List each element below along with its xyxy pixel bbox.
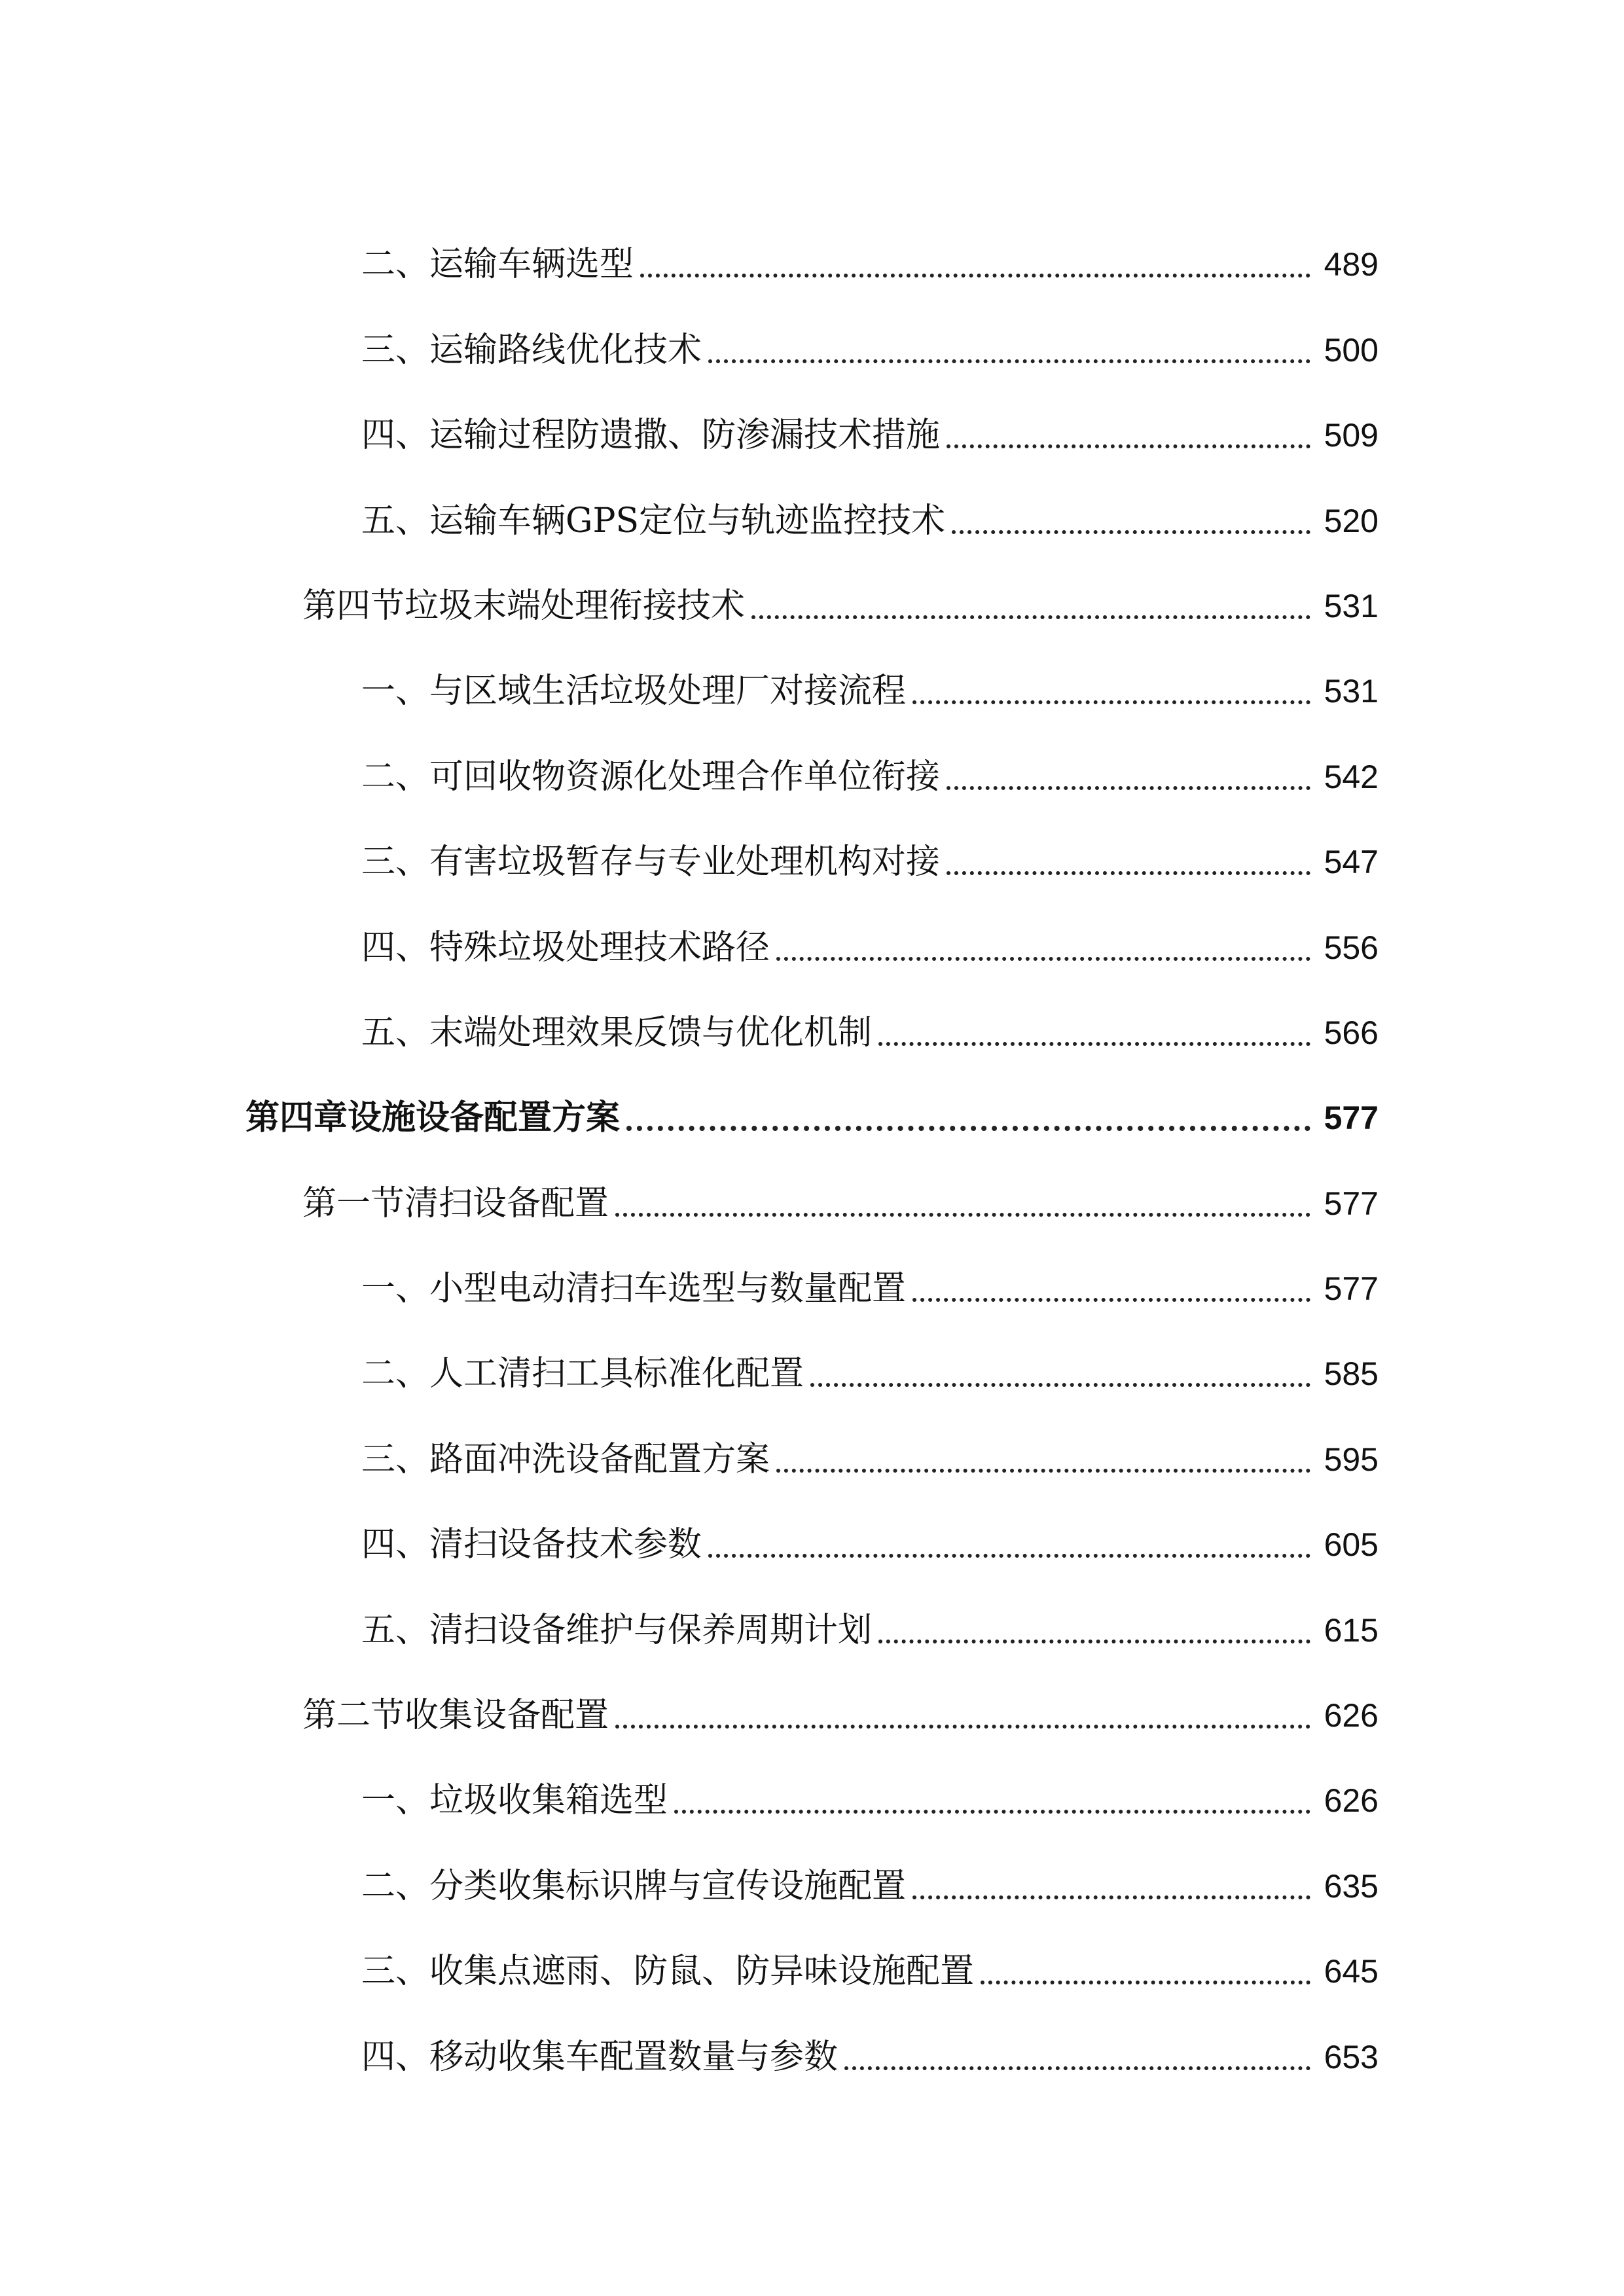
toc-entry-item[interactable] [0, 2003, 1624, 2088]
toc-entry-page-number: 556 [1324, 929, 1379, 966]
toc-entry-title: 三、运输路线优化技术 [361, 330, 702, 370]
toc-entry-item[interactable] [0, 1747, 1624, 1832]
toc-entry-title: 第一节清扫设备配置 [302, 1183, 609, 1223]
toc-entry-page-number: 577 [1324, 1185, 1379, 1222]
toc-dot-leader [844, 2066, 1310, 2070]
toc-dot-leader [708, 1554, 1310, 1558]
toc-entry-chapter[interactable] [0, 1064, 1624, 1149]
toc-entry-item[interactable] [0, 1320, 1624, 1405]
toc-entry-title: 二、运输车辆选型 [361, 245, 634, 285]
toc-entry-item[interactable] [0, 723, 1624, 808]
toc-entry-item[interactable] [0, 637, 1624, 723]
toc-entry-title: 一、小型电动清扫车选型与数量配置 [361, 1269, 907, 1309]
toc-entry-item[interactable] [0, 979, 1624, 1064]
toc-entry-section[interactable] [0, 552, 1624, 637]
toc-entry-item[interactable] [0, 382, 1624, 467]
toc-entry-page-number: 626 [1324, 1697, 1379, 1734]
toc-entry-title: 一、垃圾收集箱选型 [361, 1781, 668, 1821]
toc-dot-leader [878, 1042, 1310, 1046]
toc-entry-item[interactable] [0, 467, 1624, 552]
toc-entry-page-number: 489 [1324, 246, 1379, 283]
toc-dot-leader [615, 1725, 1310, 1729]
toc-dot-leader [878, 1640, 1310, 1643]
toc-entry-item[interactable] [0, 808, 1624, 893]
toc-entry-page-number: 653 [1324, 2038, 1379, 2075]
toc-entry-title: 二、分类收集标识牌与宣传设施配置 [361, 1866, 907, 1906]
toc-entry-title: 三、收集点遮雨、防鼠、防异味设施配置 [361, 1952, 975, 1992]
toc-entry-title: 四、特殊垃圾处理技术路径 [361, 927, 770, 967]
toc-dot-leader [776, 957, 1310, 961]
toc-entry-page-number: 645 [1324, 1953, 1379, 1990]
toc-entry-page-number: 509 [1324, 417, 1379, 454]
toc-entry-title: 四、运输过程防遗撒、防渗漏技术措施 [361, 416, 941, 456]
toc-entry-title: 四、清扫设备技术参数 [361, 1525, 702, 1565]
toc-entry-title: 五、运输车辆GPS定位与轨迹监控技术 [361, 501, 946, 541]
toc-entry-page-number: 547 [1324, 844, 1379, 881]
toc-entry-item[interactable] [0, 1832, 1624, 1917]
toc-dot-leader [626, 1126, 1310, 1131]
toc-dot-leader [640, 274, 1310, 278]
toc-entry-page-number: 585 [1324, 1355, 1379, 1393]
toc-dot-leader [912, 1298, 1310, 1302]
toc-dot-leader [947, 786, 1310, 790]
toc-dot-leader [708, 359, 1310, 363]
toc-entry-section[interactable] [0, 1662, 1624, 1747]
toc-entry-item[interactable] [0, 296, 1624, 381]
toc-entry-page-number: 615 [1324, 1611, 1379, 1649]
toc-entry-item[interactable] [0, 1405, 1624, 1490]
toc-dot-leader [952, 530, 1310, 534]
toc-dot-leader [912, 1895, 1310, 1899]
toc-entry-title: 第四章设施设备配置方案 [245, 1098, 621, 1138]
toc-entry-page-number: 531 [1324, 673, 1379, 710]
toc-dot-leader [912, 700, 1310, 704]
toc-entry-page-number: 520 [1324, 502, 1379, 539]
toc-dot-leader [947, 444, 1310, 448]
toc-entry-page-number: 542 [1324, 758, 1379, 795]
toc-entry-page-number: 500 [1324, 331, 1379, 368]
toc-entry-title: 五、清扫设备维护与保养周期计划 [361, 1610, 873, 1650]
toc-entry-section[interactable] [0, 1149, 1624, 1234]
toc-entry-item[interactable] [0, 1576, 1624, 1661]
toc-dot-leader [776, 1469, 1310, 1473]
toc-entry-title: 第四节垃圾末端处理衔接技术 [302, 586, 746, 626]
table-of-contents [0, 211, 1624, 2089]
toc-dot-leader [674, 1810, 1310, 1814]
toc-entry-title: 三、路面冲洗设备配置方案 [361, 1439, 770, 1479]
toc-entry-title: 第二节收集设备配置 [302, 1696, 609, 1736]
toc-entry-item[interactable] [0, 1491, 1624, 1576]
toc-entry-page-number: 577 [1324, 1100, 1379, 1137]
toc-entry-page-number: 566 [1324, 1014, 1379, 1051]
toc-dot-leader [810, 1383, 1310, 1387]
toc-entry-item[interactable] [0, 211, 1624, 296]
toc-entry-title: 三、有害垃圾暂存与专业处理机构对接 [361, 842, 941, 882]
toc-entry-page-number: 531 [1324, 587, 1379, 624]
toc-dot-leader [615, 1213, 1310, 1217]
toc-entry-item[interactable] [0, 1235, 1624, 1320]
toc-entry-title: 二、人工清扫工具标准化配置 [361, 1354, 804, 1394]
toc-entry-title: 一、与区域生活垃圾处理厂对接流程 [361, 672, 907, 711]
toc-entry-page-number: 595 [1324, 1441, 1379, 1478]
toc-entry-page-number: 635 [1324, 1867, 1379, 1905]
toc-entry-title: 四、移动收集车配置数量与参数 [361, 2037, 839, 2077]
toc-entry-page-number: 626 [1324, 1782, 1379, 1820]
toc-entry-title: 五、末端处理效果反馈与优化机制 [361, 1013, 873, 1052]
toc-dot-leader [981, 1981, 1310, 1984]
toc-dot-leader [751, 615, 1310, 619]
toc-entry-item[interactable] [0, 1918, 1624, 2003]
toc-dot-leader [947, 871, 1310, 875]
toc-entry-page-number: 605 [1324, 1526, 1379, 1564]
toc-entry-item[interactable] [0, 893, 1624, 978]
toc-entry-page-number: 577 [1324, 1270, 1379, 1308]
toc-entry-title: 二、可回收物资源化处理合作单位衔接 [361, 757, 941, 797]
